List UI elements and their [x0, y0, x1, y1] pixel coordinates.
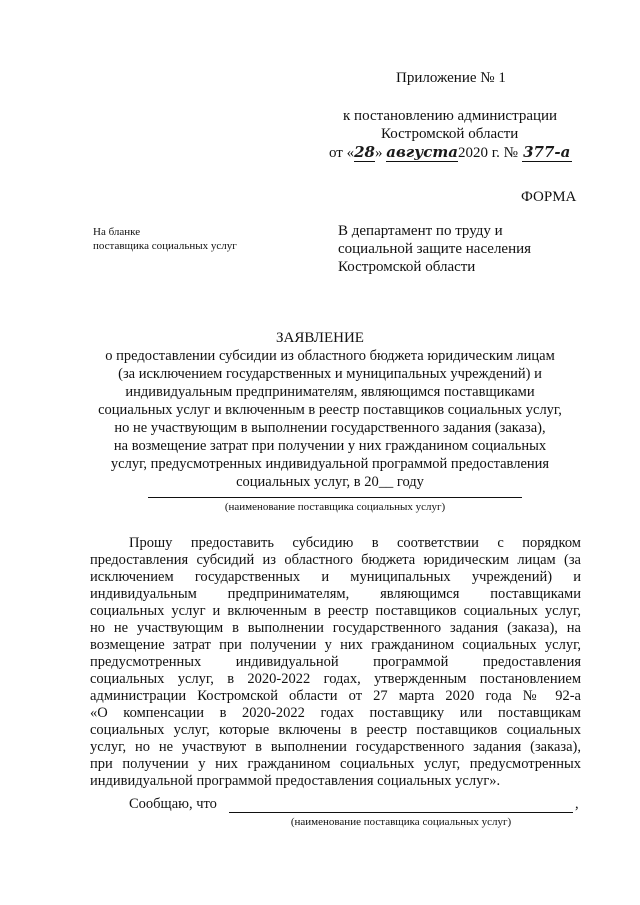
heading-line: услуг, предусмотренных индивидуальной программой предоставления	[110, 456, 550, 472]
body-line: исключением государственных и муниципальных учреждений) и	[90, 569, 581, 585]
heading-title: ЗАЯВЛЕНИЕ	[276, 330, 364, 346]
body-line: социальных услуг, которые включены в реестр поставщиков социальных	[90, 722, 581, 738]
form-label: ФОРМА	[521, 189, 577, 205]
body-line: но не участвующим в выполнении государственного задания (заказа), на	[90, 620, 581, 636]
heading-line: индивидуальным предпринимателям, являющимся поставщиками	[125, 384, 535, 400]
body-line: при получении у них гражданином социальных услуг, предусмотренных	[90, 756, 581, 772]
report-suffix: ,	[575, 796, 579, 812]
report-blank-line	[229, 812, 573, 813]
date-day-handwritten: 28	[354, 143, 375, 161]
body-line: индивидуальным предпринимателям, являющимся поставщиками	[90, 586, 581, 602]
body-line-last: индивидуальной программой предоставления социальных услуг».	[90, 773, 501, 789]
left-block-line-1: На бланке	[93, 226, 141, 238]
body-line: Прошу предоставить субсидию в соответствии с порядком	[129, 535, 581, 551]
appendix-line-2: Костромской области	[381, 126, 519, 142]
caption-provider-name: (наименование поставщика социальных услуг)	[224, 501, 446, 513]
heading-line: (за исключением государственных и муниципальных учреждений) и	[118, 366, 542, 382]
appendix-line-1: к постановлению администрации	[343, 108, 558, 124]
body-line: социальных услуг, в 2020-2022 годах, утвержденным постановлением	[90, 671, 581, 687]
recipient-line-2: социальной защите населения	[338, 241, 532, 257]
date-year: 2020 г. №	[457, 145, 518, 161]
heading-line: социальных услуг, в 20__ году	[236, 474, 424, 490]
date-prefix: от «	[329, 145, 355, 161]
doc-number-handwritten: 377-а	[523, 143, 571, 161]
heading-line: социальных услуг и включенным в реестр поставщиков социальных услуг,	[98, 402, 562, 418]
caption-provider-name-2: (наименование поставщика социальных услуг)	[290, 816, 512, 828]
appendix-date-line	[329, 143, 572, 162]
body-line: администрации Костромской области от 27 марта 2020 года № 92-а	[90, 688, 581, 704]
provider-name-blank	[148, 497, 522, 498]
body-line: предоставления субсидий из областного бюджета юридическим лицам (за	[90, 552, 581, 568]
body-line: возмещение затрат при получении у них гражданином социальных услуг,	[90, 637, 581, 653]
left-block-line-2: поставщика социальных услуг	[93, 240, 237, 252]
date-mid: »	[374, 145, 383, 161]
recipient-line-3: Костромской области	[338, 259, 476, 275]
body-line: услуг, но не участвуют в выполнении государственного задания (заказа),	[90, 739, 581, 755]
heading-line: но не участвующим в выполнении государственного задания (заказа),	[114, 420, 546, 436]
date-month-handwritten: августа	[386, 143, 458, 161]
recipient-line-1: В департамент по труду и	[338, 223, 503, 239]
report-prefix: Сообщаю, что	[129, 796, 217, 812]
heading-line: на возмещение затрат при получении у них гражданином социальных	[113, 438, 547, 454]
appendix-title: Приложение № 1	[396, 70, 506, 86]
body-line: социальных услуг и включенным в реестр поставщиков социальных услуг,	[90, 603, 581, 619]
heading-line: о предоставлении субсидии из областного бюджета юридическим лицам	[105, 348, 555, 364]
body-line: «О компенсации в 2020-2022 годах поставщику или поставщикам	[90, 705, 581, 721]
body-line: предусмотренных индивидуальной программой предоставления	[90, 654, 581, 670]
